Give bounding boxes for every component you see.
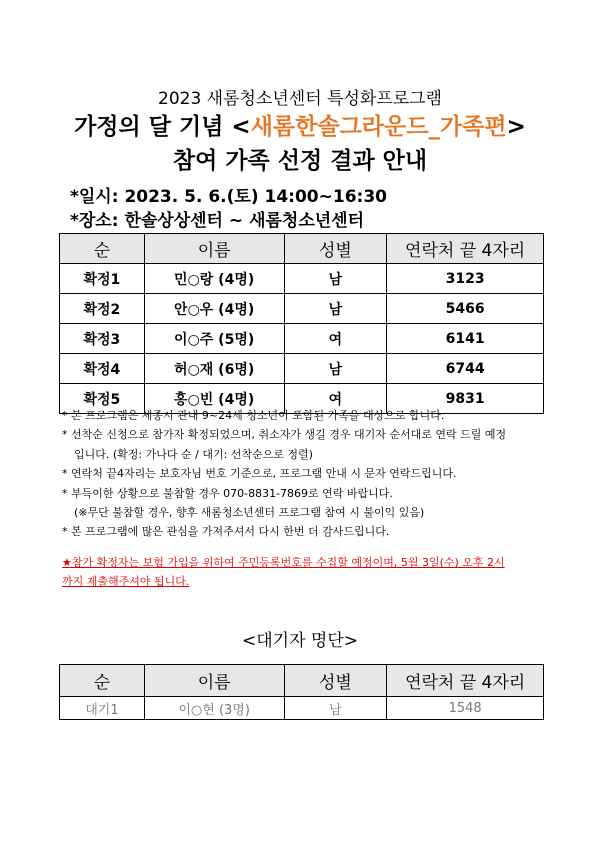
cell-gender: 여	[284, 324, 387, 354]
cell-name: 이○주 (5명)	[144, 324, 284, 354]
cell-order: 확정5	[60, 384, 145, 414]
cell-phone: 3123	[387, 264, 544, 294]
cell-name: 허○재 (6명)	[144, 354, 284, 384]
cell-phone: 5466	[387, 294, 544, 324]
cell-gender: 남	[284, 354, 387, 384]
doc-subtitle: 2023 새롬청소년센터 특성화프로그램	[158, 89, 442, 109]
waitlist-title: <대기자 명단>	[241, 631, 358, 651]
cell-phone: 9831	[387, 384, 544, 414]
note-item: (※무단 불참할 경우, 향후 새롬청소년센터 프로그램 참여 시 불이익 있음)	[74, 506, 425, 520]
cell-order: 확정1	[60, 264, 145, 294]
cell-phone: 1548	[387, 697, 544, 720]
doc-title-suffix: >	[506, 114, 526, 140]
note-item: * 본 프로그램에 많은 관심을 가져주셔서 다시 한번 더 감사드립니다.	[62, 525, 390, 539]
doc-title-highlight: 새롬한솔그라운드_가족편	[250, 114, 507, 140]
note-item: * 부득이한 상황으로 불참할 경우 070-8831-7869로 연락 바랍니다.	[62, 486, 393, 500]
cell-name: 홍○빈 (4명)	[144, 384, 284, 414]
event-place: *장소: 한솔상상센터 ~ 새롬청소년센터	[70, 211, 365, 231]
col-header-name: 이름	[144, 665, 284, 697]
col-header-order: 순	[60, 234, 145, 264]
cell-gender: 남	[284, 294, 387, 324]
cell-gender: 남	[284, 697, 387, 720]
col-header-phone: 연락처 끝 4자리	[387, 234, 544, 264]
doc-title-prefix: 가정의 달 기념 <	[74, 114, 251, 140]
note-item: * 연락처 끝4자리는 보호자님 번호 기준으로, 프로그램 안내 시 문자 연락드립니다.	[62, 467, 457, 481]
waitlist-table	[59, 664, 544, 720]
cell-gender: 여	[284, 384, 387, 414]
table-row	[60, 697, 544, 720]
col-header-order: 순	[60, 665, 145, 697]
table-header-row	[60, 234, 544, 264]
notice-line: ★참가 확정자는 보험 가입을 위하여 주민등록번호를 수집할 예정이며, 5월 3일(수) 오후 2시	[62, 556, 505, 569]
cell-name: 안○우 (4명)	[144, 294, 284, 324]
table-row	[60, 354, 544, 384]
cell-phone: 6744	[387, 354, 544, 384]
cell-order: 확정2	[60, 294, 145, 324]
insurance-notice	[62, 553, 552, 591]
confirmed-table	[59, 233, 544, 414]
note-item: * 본 프로그램은 세종시 관내 9~24세 청소년이 포함된 가족을 대상으로 합니다.	[62, 409, 445, 422]
notes-list	[62, 406, 552, 542]
event-date: *일시: 2023. 5. 6.(토) 14:00~16:30	[70, 187, 387, 207]
doc-title	[0, 108, 600, 141]
col-header-name: 이름	[144, 234, 284, 264]
cell-order: 확정4	[60, 354, 145, 384]
note-item: * 선착순 신청으로 참가자 확정되었으며, 취소자가 생길 경우 대기자 순서대로 연락 드릴 예정	[62, 428, 507, 442]
cell-name: 이○현 (3명)	[144, 697, 284, 720]
col-header-gender: 성별	[284, 234, 387, 264]
col-header-phone: 연락처 끝 4자리	[387, 665, 544, 697]
notice-line: 까지 제출해주셔야 됩니다.	[62, 575, 190, 588]
table-header-row	[60, 665, 544, 697]
cell-gender: 남	[284, 264, 387, 294]
table-row	[60, 324, 544, 354]
table-row	[60, 294, 544, 324]
cell-order: 확정3	[60, 324, 145, 354]
doc-heading: 참여 가족 선정 결과 안내	[172, 148, 428, 174]
cell-phone: 6141	[387, 324, 544, 354]
col-header-gender: 성별	[284, 665, 387, 697]
note-item: 입니다. (확정: 가나다 순 / 대기: 선착순으로 정렬)	[74, 447, 313, 461]
cell-order: 대기1	[60, 697, 145, 720]
cell-name: 민○랑 (4명)	[144, 264, 284, 294]
table-row	[60, 264, 544, 294]
